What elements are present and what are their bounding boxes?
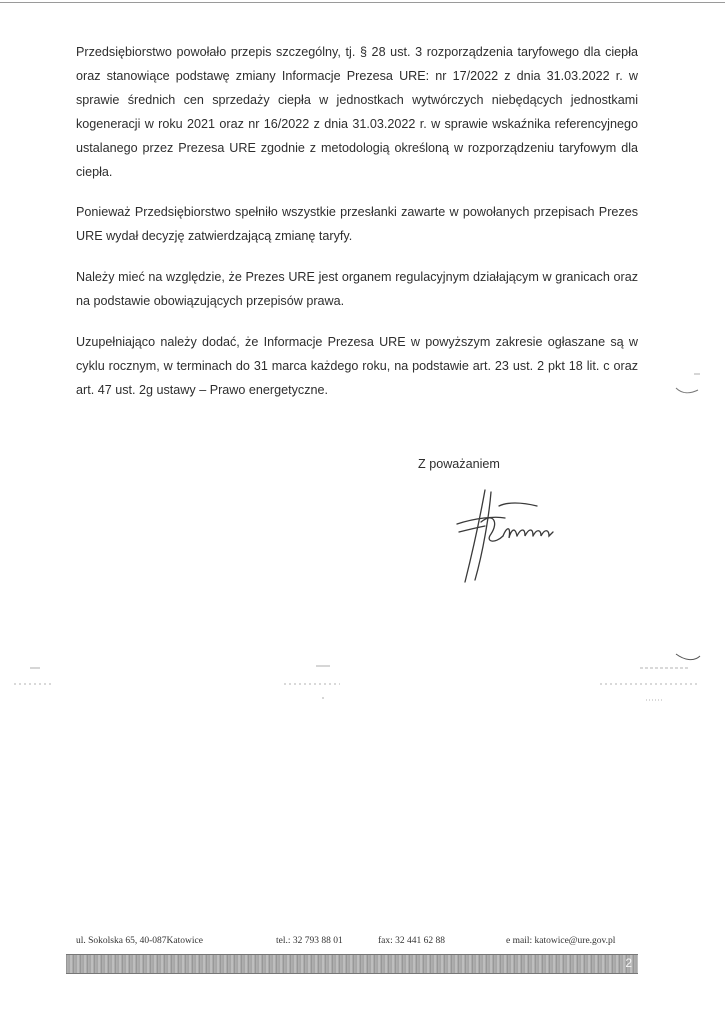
footer-bar — [66, 954, 638, 974]
scan-artifacts — [0, 650, 725, 710]
paragraph-decision: Ponieważ Przedsiębiorstwo spełniło wszystkie przesłanki zawarte w powołanych przepisach Prezes URE wydał decyzję zatwierdzającą zmianę taryfy. — [76, 205, 638, 243]
paragraph-regulatory-body: Należy mieć na względzie, że Prezes URE jest organem regulacyjnym działającym w granicach oraz na podstawie obowiązujących przepisów prawa. — [76, 270, 638, 308]
footer-address: ul. Sokolska 65, 40-087Katowice — [76, 936, 203, 946]
margin-scan-mark — [672, 370, 702, 398]
page-number: 2 — [625, 956, 632, 970]
closing-salutation: Z poważaniem — [418, 457, 500, 471]
footer-contact-line — [0, 936, 725, 952]
footer-email: e mail: katowice@ure.gov.pl — [506, 936, 616, 946]
paragraph-legal-basis: Przedsiębiorstwo powołało przepis szczególny, tj. § 28 ust. 3 rozporządzenia taryfowego dla ciepła oraz stanowiące podstawę zmiany Informacje Prezesa URE: nr 17/2022 z dnia 31.03.2022 r. w sprawie średnich cen sprzedaży ciepła w jednostkach wytwórczych niebędących jednostkami kogeneracji w roku 2021 oraz nr 16/2022 z dnia 31.03.2022 r. w sprawie wskaźnika referencyjnego ustalanego przez Prezesa URE zgodnie z metodologią określoną w rozporządzeniu taryfowym dla ciepła. — [76, 45, 638, 179]
footer-phone: tel.: 32 793 88 01 — [276, 936, 343, 946]
paragraph-annual-information: Uzupełniająco należy dodać, że Informacje Prezesa URE w powyższym zakresie ogłaszane są w cyklu rocznym, w terminach do 31 marca każdego roku, na podstawie art. 23 ust. 2 pkt 18 lit. c oraz art. 47 ust. 2g ustawy – Prawo energetyczne. — [76, 335, 638, 397]
top-rule — [0, 2, 725, 3]
handwritten-signature — [445, 482, 575, 592]
footer-fax: fax: 32 441 62 88 — [378, 936, 446, 946]
